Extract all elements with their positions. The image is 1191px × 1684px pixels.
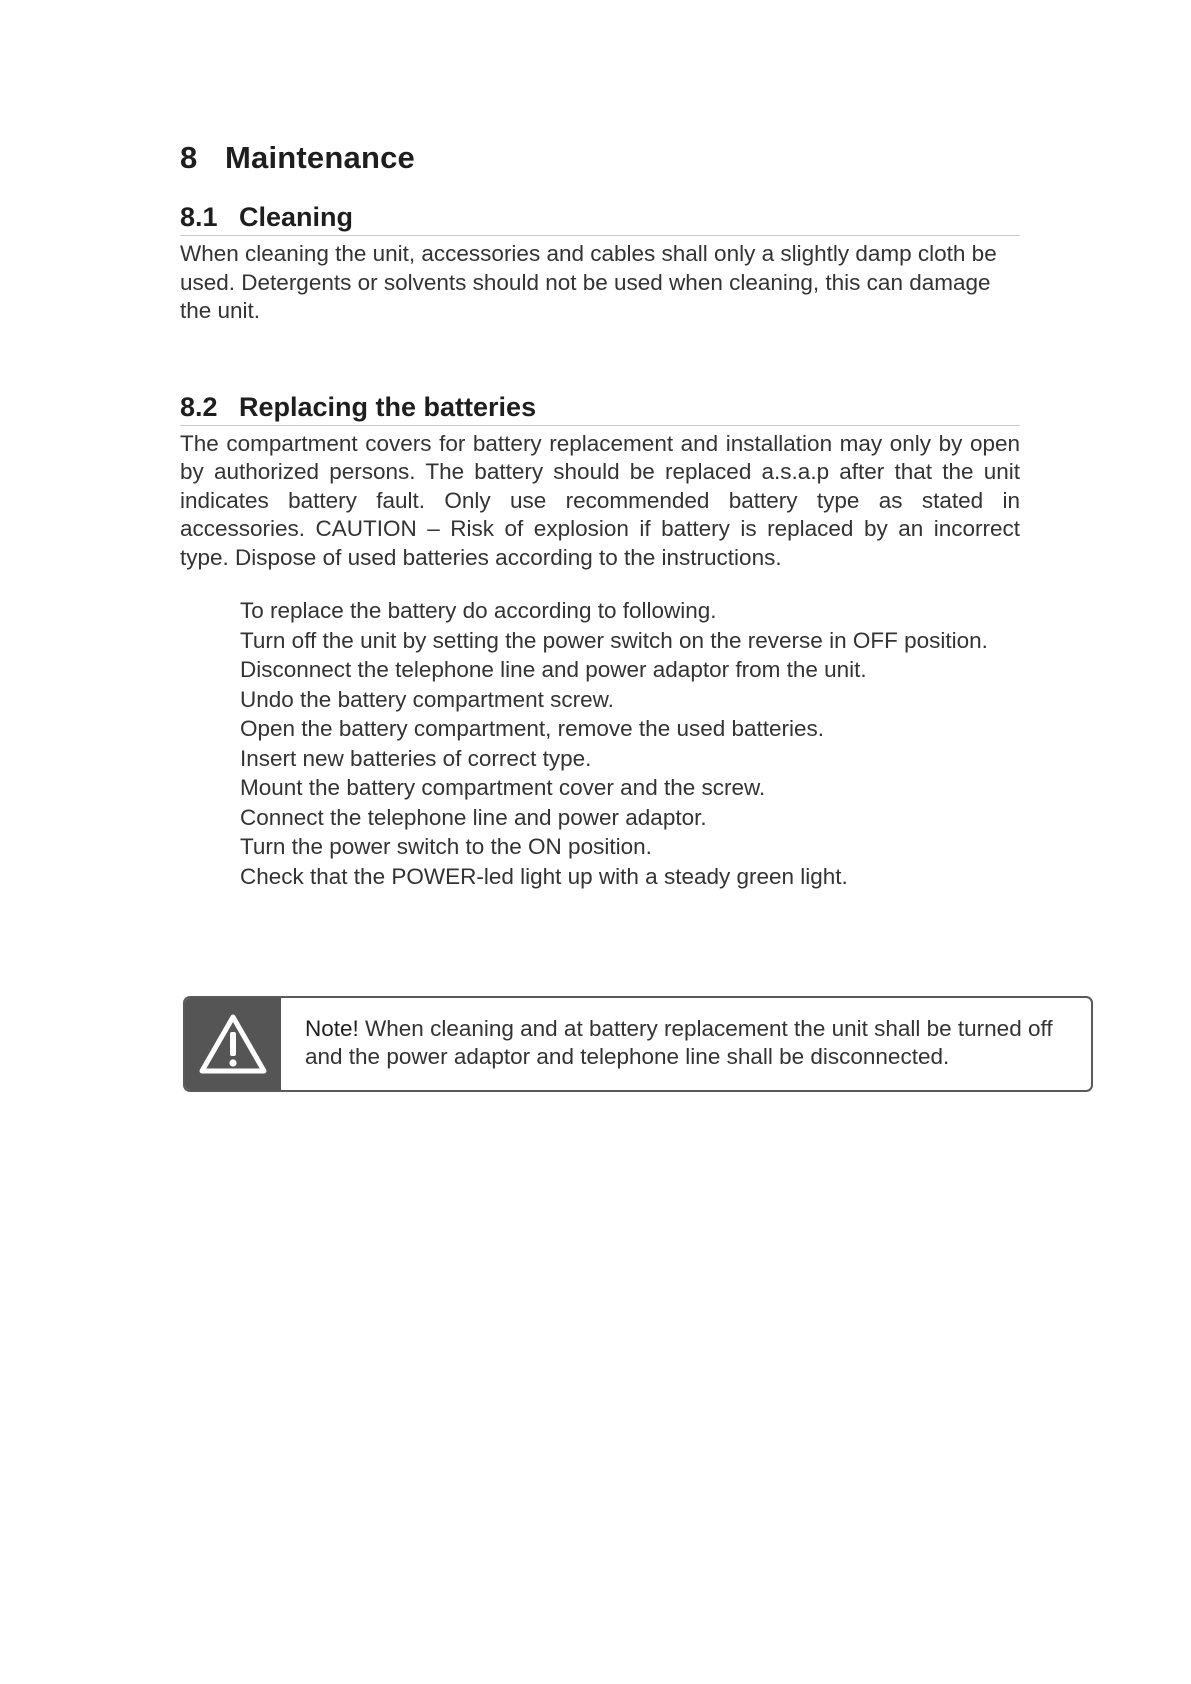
batteries-paragraph: The compartment covers for battery replacement and installation may only by open by authorized persons. The battery should be replaced a.s.a.p after that the unit indicates battery fault. Only use recommended battery type as stated in accessories. CAUTION – Risk of explosion if battery is replaced by an incorrect type. Dispose of used batteries according to the instructions. <box>180 430 1020 570</box>
section-number: 8.2 <box>180 391 218 422</box>
list-item: Turn off the unit by setting the power switch on the reverse in OFF position. <box>240 627 988 653</box>
list-item: To replace the battery do according to following. <box>240 598 717 623</box>
list-item: Connect the telephone line and power adaptor. <box>240 804 707 830</box>
list-item: Undo the battery compartment screw. <box>240 686 614 712</box>
section-title-cleaning <box>180 202 1020 236</box>
cleaning-paragraph: When cleaning the unit, accessories and cables shall only a slightly damp cloth be used. Detergents or solvents should not be used when cleaning, this can damage the unit. <box>180 241 997 323</box>
list-item: Open the battery compartment, remove the used batteries. <box>240 716 825 741</box>
warning-triangle-icon <box>198 1012 268 1076</box>
list-item: Insert new batteries of correct type. <box>240 745 592 771</box>
section-title-batteries <box>180 392 1020 426</box>
note-text <box>281 998 1091 1090</box>
list-item: Disconnect the telephone line and power adaptor from the unit. <box>240 657 867 682</box>
battery-steps-list <box>240 596 1020 891</box>
note-box <box>183 996 1093 1092</box>
chapter-title <box>180 140 1020 176</box>
list-item: Check that the POWER-led light up with a steady green light. <box>240 863 848 889</box>
note-body: When cleaning and at battery replacement the unit shall be turned off and the power adaptor and telephone line shall be disconnected. <box>305 1016 1053 1069</box>
note-icon-panel <box>185 998 281 1090</box>
document-page <box>180 140 1020 891</box>
list-item: Mount the battery compartment cover and the screw. <box>240 775 766 800</box>
note-label: Note! <box>305 1016 359 1041</box>
section-number: 8.1 <box>180 202 218 232</box>
chapter-number: 8 <box>180 140 198 175</box>
list-item: Turn the power switch to the ON position. <box>240 834 652 859</box>
section-title-text: Replacing the batteries <box>239 391 537 422</box>
chapter-title-text: Maintenance <box>225 140 415 175</box>
section-title-text: Cleaning <box>239 202 354 232</box>
